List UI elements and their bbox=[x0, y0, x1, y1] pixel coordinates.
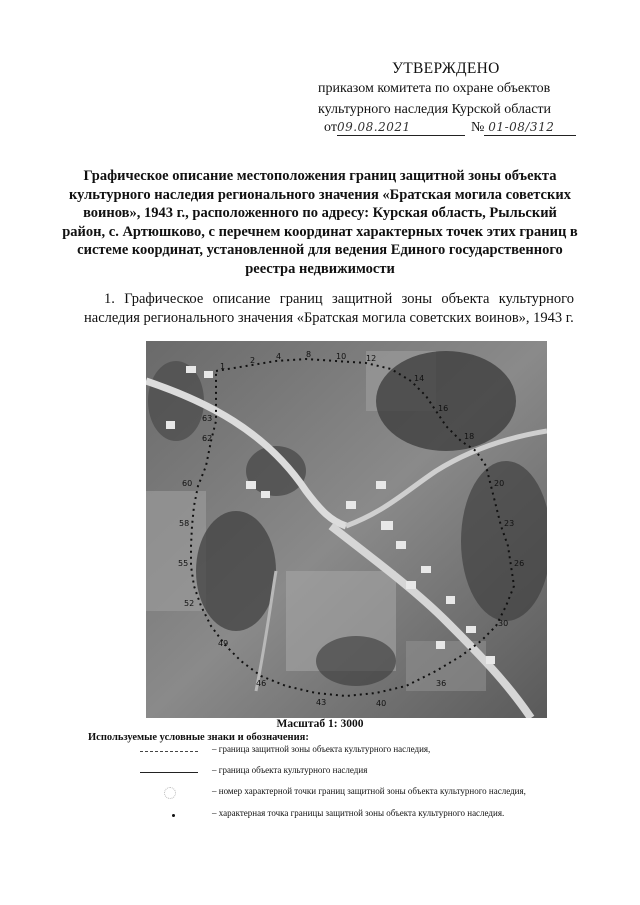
point-label: 55 bbox=[178, 559, 189, 568]
aerial-map bbox=[146, 341, 547, 718]
legend-text: – граница защитной зоны объекта культурного наследия, bbox=[212, 744, 431, 754]
point-label: 8 bbox=[306, 350, 312, 359]
point-label: 26 bbox=[514, 559, 525, 568]
legend-text: – граница объекта культурного наследия bbox=[212, 765, 368, 775]
date-handwritten: 09.08.2021 bbox=[336, 120, 411, 134]
number-field bbox=[484, 120, 576, 136]
point-label: 63 bbox=[202, 414, 213, 423]
tree-cluster bbox=[196, 511, 276, 631]
point-symbol bbox=[172, 814, 175, 817]
legend-text: – характерная точка границы защитной зоны объекта культурного наследия. bbox=[212, 808, 505, 818]
number-handwritten: 01-08/312 bbox=[488, 120, 555, 134]
legend-title: Используемые условные знаки и обозначения: bbox=[88, 732, 309, 743]
point-label: 18 bbox=[464, 432, 475, 441]
point-label: 1 bbox=[220, 362, 226, 371]
point-label: 52 bbox=[184, 599, 195, 608]
approval-heading: УТВЕРЖДЕНО bbox=[392, 60, 500, 77]
point-label: 30 bbox=[498, 619, 509, 628]
point-label: 2 bbox=[250, 356, 256, 365]
point-label: 40 bbox=[376, 699, 387, 708]
date-field bbox=[337, 120, 465, 136]
point-label: 43 bbox=[316, 698, 327, 707]
point-label: 62 bbox=[202, 434, 213, 443]
point-label: 23 bbox=[504, 519, 515, 528]
number-label: № bbox=[470, 120, 485, 135]
point-label: 12 bbox=[366, 354, 377, 363]
object-boundary-symbol bbox=[140, 772, 198, 773]
point-label: 20 bbox=[494, 479, 505, 488]
point-label: 10 bbox=[336, 352, 347, 361]
tree-cluster bbox=[376, 351, 516, 451]
tree-cluster bbox=[316, 636, 396, 686]
point-label: 49 bbox=[218, 639, 229, 648]
point-label: 60 bbox=[182, 479, 193, 488]
zone-boundary-symbol bbox=[140, 751, 198, 752]
point-label: 14 bbox=[414, 374, 425, 383]
map-scale: Масштаб 1: 3000 bbox=[276, 718, 364, 730]
point-label: 58 bbox=[179, 519, 190, 528]
legend-text: – номер характерной точки границ защитной зоны объекта культурного наследия, bbox=[212, 786, 526, 796]
point-label: 16 bbox=[438, 404, 449, 413]
point-label: 4 bbox=[276, 352, 282, 361]
point-number-symbol bbox=[164, 787, 176, 799]
date-label: от bbox=[324, 120, 337, 135]
approval-line-1: приказом комитета по охране объектов bbox=[318, 81, 551, 96]
point-label: 46 bbox=[256, 679, 267, 688]
map-svg bbox=[146, 341, 547, 718]
approval-line-2: культурного наследия Курской области bbox=[318, 102, 552, 117]
document-title: Графическое описание местоположения границ защитной зоны объекта культурного наследия регионального значения «Братская могила советских воинов», 1943 г., расположенного по адресу: Курская область, Рыльский район, с. Артюшково, с перечнем координат характерных точек этих границ в системе координат, установленной для ведения Единого государственного реестра недвижимости bbox=[62, 168, 578, 277]
point-label: 36 bbox=[436, 679, 447, 688]
section-paragraph: 1. Графическое описание границ защитной зоны объекта культурного наследия регионального значения «Братская могила советских воинов», 1943 г. bbox=[84, 291, 574, 326]
approval-date-line bbox=[324, 120, 576, 136]
